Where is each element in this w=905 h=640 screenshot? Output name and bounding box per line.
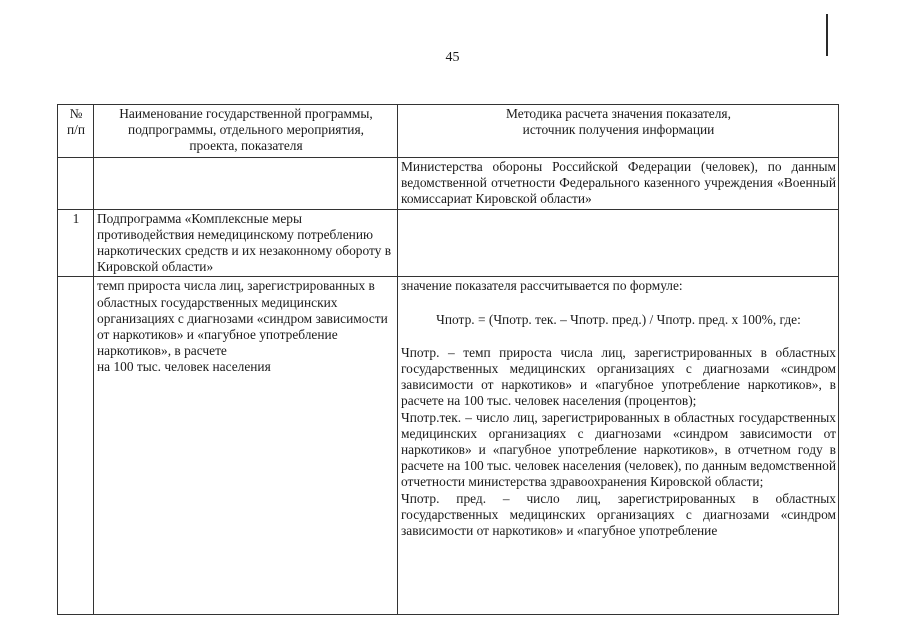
header-program-name: Наименование государственной программы, подпрограммы, отдельного мероприятия, проекта, показателя [94, 105, 398, 158]
spacer [401, 295, 836, 312]
row-method [398, 277, 839, 615]
margin-mark [826, 14, 828, 56]
table-header-row [58, 105, 839, 158]
row-number [58, 277, 94, 615]
table-row [58, 209, 839, 277]
row-name [94, 158, 398, 210]
table-row [58, 277, 839, 615]
indicator-methodology-table [57, 104, 839, 615]
method-definition: Чпотр.тек. – число лиц, зарегистрированных в областных государственных медицинских организациях с диагнозами «синдром зависимости от наркотиков» и «пагубное употребление наркотиков», в отчетном году в расчете на 100 тыс. человек населения (человек), по данным ведомственной отчетности министерства здравоохранения Кировской области; [401, 409, 836, 490]
method-definition: Чпотр. пред. – число лиц, зарегистрированных в областных государственных медицинских организациях с диагнозами «синдром зависимости от наркотиков» и «пагубное употребление [401, 490, 836, 539]
header-number: № п/п [58, 105, 94, 158]
method-definition: Чпотр. – темп прироста числа лиц, зарегистрированных в областных государственных медицинских организациях с диагнозами «синдром зависимости от наркотиков» и «пагубное употребление наркотиков», в расчете на 100 тыс. человек населения (процентов); [401, 344, 836, 409]
method-intro: значение показателя рассчитывается по формуле: [401, 278, 683, 294]
row-method [398, 209, 839, 277]
page-number: 45 [445, 50, 460, 65]
row-name: темп прироста числа лиц, зарегистрированных в областных государственных медицинских организациях с диагнозами «синдром зависимости от наркотиков» и «пагубное употребление наркотиков», в расчете на 100 тыс. человек населения [94, 277, 398, 615]
method-formula: Чпотр. = (Чпотр. тек. – Чпотр. пред.) / Чпотр. пред. х 100%, где: [436, 311, 801, 327]
spacer [401, 328, 836, 345]
row-number [58, 158, 94, 210]
table-row [58, 158, 839, 210]
row-method: Министерства обороны Российской Федерации (человек), по данным ведомственной отчетности Федерального казенного учреждения «Военный комиссариат Кировской области» [398, 158, 839, 210]
header-calculation-method: Методика расчета значения показателя, источник получения информации [398, 105, 839, 158]
row-name: Подпрограмма «Комплексные меры противодействия немедицинскому потреблению наркотических средств и их незаконному обороту в Кировской области» [94, 209, 398, 277]
row-number: 1 [58, 209, 94, 277]
